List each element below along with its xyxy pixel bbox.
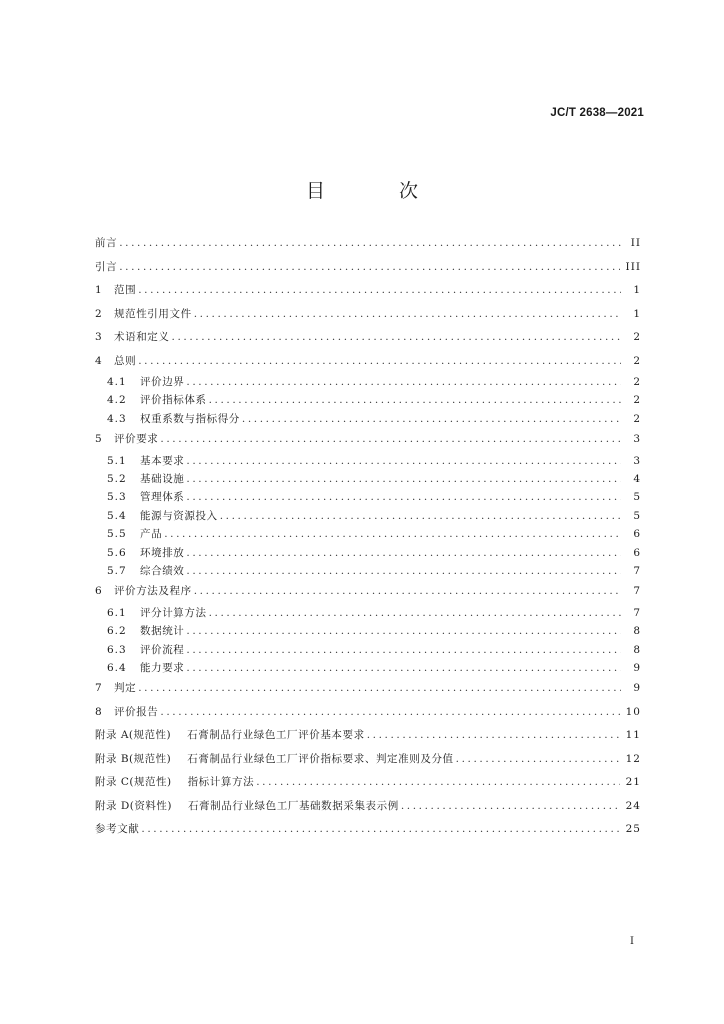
toc-entry[interactable] [95, 428, 641, 452]
dot-leader [456, 748, 620, 772]
toc-entry[interactable] [95, 303, 641, 327]
toc-entry-page: 5 [633, 509, 641, 522]
dot-leader [209, 604, 621, 622]
toc-entry[interactable] [95, 544, 641, 562]
dot-leader [194, 580, 621, 604]
dot-leader [138, 677, 621, 701]
dot-leader [186, 659, 621, 677]
toc-entry-number: 附录 B(规范性) [95, 752, 172, 765]
toc-entry-page: 21 [625, 776, 641, 789]
toc-entry-number: 1 [95, 284, 103, 296]
dot-leader [138, 279, 621, 303]
toc-entry-page: 12 [625, 752, 641, 765]
toc-entry[interactable] [95, 470, 641, 488]
toc-entry[interactable] [95, 677, 641, 701]
toc-entry[interactable] [95, 525, 641, 543]
dot-leader [160, 701, 619, 725]
toc-entry[interactable] [95, 373, 641, 391]
toc-entry-page: III [625, 260, 641, 273]
toc-entry[interactable] [95, 256, 641, 280]
toc-entry-page: 6 [633, 546, 641, 559]
toc-entry-title: 指标计算方法 [187, 776, 255, 789]
dot-leader [186, 622, 621, 640]
dot-leader [138, 350, 621, 374]
toc-entry-title: 参考文献 [95, 823, 140, 836]
toc-entry[interactable] [95, 350, 641, 374]
toc-entry-page: 2 [633, 331, 641, 343]
toc-entry-title: 能源与资源投入 [140, 509, 218, 522]
toc-entry[interactable] [95, 452, 641, 470]
toc-entry-page: 2 [633, 376, 641, 388]
toc-entry-number: 3 [95, 331, 103, 343]
toc-entry[interactable] [95, 748, 641, 772]
toc-entry-number: 5.4 [107, 509, 127, 522]
toc-entry-page: 7 [633, 565, 641, 578]
toc-entry-number: 附录 C(规范性) [95, 776, 172, 789]
toc-entry-title: 评价流程 [140, 643, 185, 656]
toc-entry-number: 2 [95, 307, 103, 320]
toc-entry-number: 4.1 [107, 376, 127, 388]
toc-entry-number: 4.2 [107, 394, 127, 407]
toc-entry-page: 8 [633, 643, 641, 656]
toc-title: 目 次 [305, 180, 453, 202]
toc-entry-page: 1 [633, 284, 641, 296]
toc-entry-page: 11 [625, 729, 641, 742]
toc-entry-page: 9 [633, 682, 641, 695]
dot-leader [401, 795, 620, 819]
toc-entry[interactable] [95, 795, 641, 819]
toc-entry[interactable] [95, 326, 641, 350]
toc-entry-page: 24 [625, 799, 641, 812]
toc-entry-number: 5 [95, 433, 103, 446]
dot-leader [172, 326, 622, 350]
toc-entry-title: 权重系数与指标得分 [140, 412, 240, 425]
dot-leader [119, 232, 621, 256]
toc-entry[interactable] [95, 641, 641, 659]
dot-leader [186, 488, 621, 506]
toc-entry-title: 石膏制品行业绿色工厂评价指标要求、判定准则及分值 [187, 752, 454, 765]
toc-entry[interactable] [95, 562, 641, 580]
toc-entry[interactable] [95, 580, 641, 604]
toc-entry-title: 评价要求 [114, 433, 159, 446]
toc-entry-title: 评分计算方法 [140, 606, 207, 619]
dot-leader [186, 562, 621, 580]
toc-entry[interactable] [95, 724, 641, 748]
toc-entry-title: 总则 [114, 354, 137, 367]
toc-entry[interactable] [95, 507, 641, 525]
dot-leader [186, 470, 621, 488]
toc-entry-title: 评价方法及程序 [114, 585, 192, 598]
toc-entry-page: 2 [633, 394, 641, 407]
dot-leader [209, 391, 621, 409]
toc-entry-title: 石膏制品行业绿色工厂评价基本要求 [187, 729, 365, 742]
toc-entry[interactable] [95, 604, 641, 622]
toc-entry-page: 3 [633, 454, 641, 467]
toc-entry-title: 石膏制品行业绿色工厂基础数据采集表示例 [187, 799, 399, 812]
toc-entry-number: 6.4 [107, 662, 127, 675]
toc-entry-title: 综合绩效 [140, 565, 185, 578]
toc-entry[interactable] [95, 279, 641, 303]
toc-entry-number: 5.5 [107, 528, 127, 541]
dot-leader [220, 507, 621, 525]
toc-entry-page: 1 [633, 307, 641, 320]
dot-leader [186, 544, 621, 562]
toc-entry-page: 5 [633, 491, 641, 504]
toc-entry-title: 环境排放 [140, 546, 185, 559]
toc-entry[interactable] [95, 771, 641, 795]
toc-entry[interactable] [95, 232, 641, 256]
toc-entry-page: 9 [633, 662, 641, 675]
dot-leader [186, 641, 621, 659]
toc-entry-page: 25 [625, 823, 641, 836]
dot-leader [194, 303, 621, 327]
toc-entry-number: 4.3 [107, 412, 127, 425]
toc-entry-page: 4 [633, 473, 641, 486]
toc-entry-title: 管理体系 [140, 491, 185, 504]
dot-leader [141, 818, 619, 842]
toc-entry-title: 前言 [95, 237, 118, 249]
dot-leader [160, 428, 621, 452]
dot-leader [186, 373, 621, 391]
standard-code: JC/T 2638—2021 [550, 107, 644, 119]
toc-entry-page: 3 [633, 433, 641, 446]
toc-entry[interactable] [95, 622, 641, 640]
toc-entry[interactable] [95, 659, 641, 677]
toc-entry-number: 5.7 [107, 565, 127, 578]
toc-entry-number: 6 [95, 585, 103, 598]
toc-entry-number: 附录 D(资料性) [95, 799, 172, 812]
dot-leader [242, 410, 621, 428]
toc-entry-page: 2 [633, 354, 641, 367]
toc-entry-number: 5.1 [107, 454, 127, 467]
toc-entry-title: 范围 [114, 284, 137, 296]
toc-entry-page: 8 [633, 625, 641, 638]
toc-entry-title: 基本要求 [140, 454, 185, 467]
dot-leader [164, 525, 621, 543]
toc-entry-page: 10 [625, 705, 641, 718]
toc-entry-number: 5.3 [107, 491, 127, 504]
toc-entry-title: 数据统计 [140, 625, 185, 638]
toc-entry-page: 6 [633, 528, 641, 541]
toc-entry-title: 评价指标体系 [140, 394, 207, 407]
toc-entry[interactable] [95, 818, 641, 842]
toc-entry[interactable] [95, 410, 641, 428]
toc-entry-number: 7 [95, 682, 103, 695]
table-of-contents [95, 232, 641, 842]
dot-leader [256, 771, 619, 795]
toc-entry-number: 8 [95, 705, 103, 718]
toc-entry-title: 评价报告 [114, 705, 159, 718]
toc-entry-title: 评价边界 [140, 376, 185, 388]
toc-entry-title: 产品 [140, 528, 163, 541]
toc-entry-title: 基础设施 [140, 473, 185, 486]
dot-leader [186, 452, 621, 470]
toc-entry-page: 7 [633, 585, 641, 598]
toc-entry-title: 引言 [95, 260, 118, 273]
toc-entry-number: 附录 A(规范性) [95, 729, 172, 742]
toc-entry[interactable] [95, 488, 641, 506]
toc-entry-title: 术语和定义 [114, 331, 170, 343]
toc-entry-number: 6.3 [107, 643, 127, 656]
toc-entry-title: 规范性引用文件 [114, 307, 192, 320]
toc-entry-number: 6.2 [107, 625, 127, 638]
toc-entry[interactable] [95, 391, 641, 409]
toc-entry-page: 2 [633, 412, 641, 425]
toc-entry-number: 5.6 [107, 546, 127, 559]
toc-entry-number: 5.2 [107, 473, 127, 486]
dot-leader [119, 256, 619, 280]
toc-entry-page: 7 [633, 606, 641, 619]
toc-entry-number: 6.1 [107, 606, 127, 619]
toc-entry-number: 4 [95, 354, 103, 367]
page-number: I [630, 936, 634, 947]
dot-leader [367, 724, 620, 748]
toc-entry-title: 能力要求 [140, 662, 185, 675]
toc-entry[interactable] [95, 701, 641, 725]
toc-entry-page: II [630, 237, 641, 249]
toc-entry-title: 判定 [114, 682, 137, 695]
